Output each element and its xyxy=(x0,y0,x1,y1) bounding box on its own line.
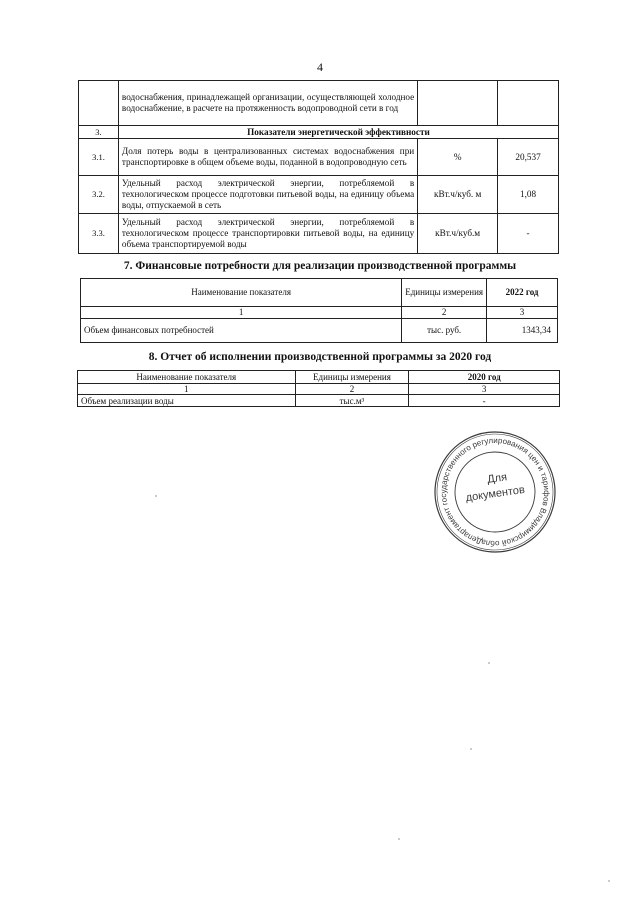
section-title: Показатели энергетической эффективности xyxy=(118,126,558,139)
stamp-ring-text: Департамент государственного регулирования цен и тарифов Владимирской области xyxy=(438,435,552,549)
stamp-center-line2: документов xyxy=(464,483,526,505)
unit-cell: тыс. руб. xyxy=(402,319,487,343)
value-cell: 20,537 xyxy=(498,139,559,176)
index-cell: 2 xyxy=(402,307,487,319)
indicator-name: Объем финансовых потребностей xyxy=(81,319,402,343)
unit-cell: кВт.ч/куб. м xyxy=(418,176,498,214)
scan-speck xyxy=(608,880,610,882)
column-header: 2020 год xyxy=(409,371,560,384)
row-number xyxy=(79,81,119,126)
stamp-center-line1: Для xyxy=(486,471,508,486)
index-cell: 3 xyxy=(487,307,558,319)
indicator-description: Удельный расход электрической энергии, потребляемой в технологическом процессе транспортировки питьевой воды, на единицу объема транспортируемой воды xyxy=(118,214,417,254)
column-header: 2022 год xyxy=(487,279,558,307)
header-row xyxy=(81,279,558,307)
table-row xyxy=(79,81,559,126)
indicator-description: Доля потерь воды в централизованных системах водоснабжения при транспортировке в общем объеме воды, поданной в водопроводную сеть xyxy=(118,139,417,176)
column-header: Наименование показателя xyxy=(78,371,296,384)
index-cell: 3 xyxy=(409,384,560,395)
unit-cell: кВт.ч/куб.м xyxy=(418,214,498,254)
index-cell: 1 xyxy=(78,384,296,395)
scan-speck xyxy=(488,662,490,664)
section-row xyxy=(79,126,559,139)
unit-cell: тыс.м³ xyxy=(295,395,409,407)
value-cell: - xyxy=(498,214,559,254)
index-row xyxy=(78,384,560,395)
indicator-name: Объем реализации воды xyxy=(78,395,296,407)
table-row xyxy=(79,139,559,176)
row-number: 3.3. xyxy=(79,214,119,254)
header-row xyxy=(78,371,560,384)
scan-speck xyxy=(398,838,400,840)
value-cell: 1,08 xyxy=(498,176,559,214)
indicator-description: водоснабжения, принадлежащей организации, осуществляющей холодное водоснабжение, в расчете на протяженность водопроводной сети в год xyxy=(118,81,417,126)
value-cell: 1343,34 xyxy=(487,319,558,343)
table-row xyxy=(78,395,560,407)
value-cell: - xyxy=(409,395,560,407)
scan-speck xyxy=(155,495,157,497)
index-row xyxy=(81,307,558,319)
index-cell: 1 xyxy=(81,307,402,319)
table-row xyxy=(79,176,559,214)
column-header: Единицы измерения xyxy=(402,279,487,307)
page-number: 4 xyxy=(317,60,323,74)
energy-efficiency-table xyxy=(78,80,559,254)
program-report-table xyxy=(77,370,560,407)
financial-needs-table xyxy=(80,278,558,343)
value-cell xyxy=(498,81,559,126)
section-7-heading: 7. Финансовые потребности для реализации производственной программы xyxy=(123,260,517,272)
indicator-description: Удельный расход электрической энергии, потребляемой в технологическом процессе подготовки питьевой воды, на единицу объема воды, отпускаемой в сеть xyxy=(118,176,417,214)
column-header: Единицы измерения xyxy=(295,371,409,384)
section-8-heading: 8. Отчет об исполнении производственной программы за 2020 год xyxy=(148,351,492,363)
unit-cell: % xyxy=(418,139,498,176)
section-number: 3. xyxy=(79,126,119,139)
row-number: 3.1. xyxy=(79,139,119,176)
unit-cell xyxy=(418,81,498,126)
row-number: 3.2. xyxy=(79,176,119,214)
official-stamp xyxy=(433,430,557,554)
index-cell: 2 xyxy=(295,384,409,395)
column-header: Наименование показателя xyxy=(81,279,402,307)
table-row xyxy=(81,319,558,343)
table-row xyxy=(79,214,559,254)
scan-speck xyxy=(470,748,472,750)
